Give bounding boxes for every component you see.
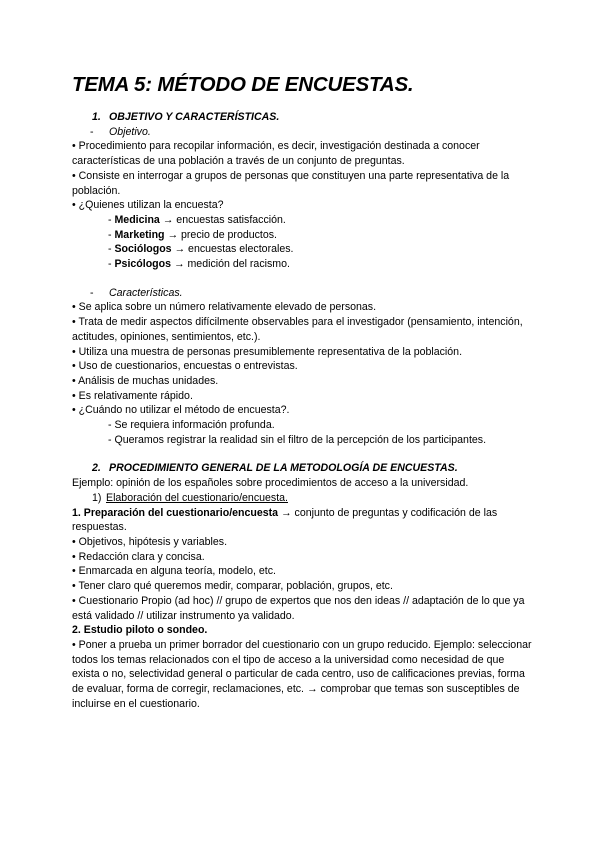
user-desc: → precio de productos. (164, 228, 278, 241)
user-desc: → encuestas satisfacción. (159, 213, 286, 226)
bullet-item: • Enmarcada en alguna teoría, modelo, etc. (72, 565, 276, 578)
section-number: 2. (92, 462, 101, 475)
pilot-title (72, 623, 532, 638)
user-item (72, 228, 532, 243)
pilot-title-text: 2. Estudio piloto o sondeo. (72, 624, 208, 637)
pilot-paragraph: • Poner a prueba un primer borrador del cuestionario con un grupo reducido. Ejemplo: seleccionar todos los temas relacionados con el tipo de acceso a la universidad como necesidad de que exista o no, selectividad general o particular de cada centro, uso de calificaciones previas, forma de evaluar, forma de corregir, reclamaciones, etc. → comprobar que temas son susceptibles de incluirse en el cuestionario. (72, 638, 532, 710)
user-desc: → medición del racismo. (171, 258, 290, 271)
bullet-item: • Uso de cuestionarios, encuestas o entrevistas. (72, 360, 298, 373)
user-item (72, 213, 532, 228)
dash: - (90, 125, 94, 138)
prep-desc: → conjunto de preguntas y codificación de las respuestas. (72, 506, 498, 534)
bullet-item: • Objetivos, hipótesis y variables. (72, 535, 228, 548)
user-item (72, 242, 532, 257)
section-2-heading (72, 461, 532, 476)
step-item (72, 491, 532, 506)
user-name: Marketing (114, 228, 165, 241)
spacer (72, 447, 532, 461)
bullet-item: • Es relativamente rápido. (72, 389, 193, 402)
when-not-item: - Se requiera información profunda. (108, 419, 275, 432)
dash: - (108, 258, 115, 271)
subsection-label: Objetivo. (109, 125, 151, 138)
user-name: Psicólogos (114, 258, 171, 271)
section-heading-text: OBJETIVO Y CARACTERÍSTICAS. (109, 111, 280, 123)
section-heading-text: PROCEDIMIENTO GENERAL DE LA METODOLOGÍA DE ENCUESTAS. (109, 462, 458, 475)
bullet-item: • Cuestionario Propio (ad hoc) // grupo de expertos que nos den ideas // adaptación de lo que ya está validado // utilizar instrumento ya validado. (72, 594, 525, 622)
dash: - (108, 228, 115, 241)
prep-title: 1. Preparación del cuestionario/encuesta (72, 506, 279, 519)
user-name: Medicina (114, 213, 160, 226)
bullet-item: • Análisis de muchas unidades. (72, 374, 219, 387)
step-number: 1) (92, 491, 102, 504)
section-1-heading (72, 110, 532, 125)
spacer (72, 272, 532, 286)
bullet-item: • Redacción clara y concisa. (72, 550, 205, 563)
bullet-item: • ¿Quienes utilizan la encuesta? (72, 199, 224, 212)
bullet-item: • Trata de medir aspectos difícilmente observables para el investigador (pensamiento, intención, actitudes, opiniones, sentimientos, etc.). (72, 316, 523, 343)
bullet-item: • Procedimiento para recopilar información, es decir, investigación destinada a conocer características de una población a través de un conjunto de preguntas. (72, 140, 480, 168)
subsection-caracteristicas (72, 286, 532, 301)
bullet-item: • Tener claro qué queremos medir, comparar, población, grupos, etc. (72, 580, 393, 593)
subsection-objetivo (72, 125, 532, 140)
user-desc: → encuestas electorales. (171, 243, 294, 256)
bullet-item: • Utiliza una muestra de personas presumiblemente representativa de la población. (72, 345, 463, 358)
step-label: Elaboración del cuestionario/encuesta. (106, 491, 288, 504)
user-item (72, 257, 532, 272)
subsection-label: Características. (109, 286, 183, 299)
section-number: 1. (92, 111, 101, 123)
when-not-item: - Queramos registrar la realidad sin el filtro de la percepción de los participantes. (108, 433, 487, 446)
prep-paragraph (72, 506, 532, 535)
document-title: TEMA 5: MÉTODO DE ENCUESTAS. (72, 73, 414, 96)
bullet-item: • Se aplica sobre un número relativamente elevado de personas. (72, 301, 377, 314)
bullet-item: • Consiste en interrogar a grupos de personas que constituyen una parte representativa de la población. (72, 169, 510, 197)
user-name: Sociólogos (114, 243, 172, 256)
dash: - (90, 286, 94, 299)
bullet-item: • ¿Cuándo no utilizar el método de encuesta?. (72, 404, 290, 417)
dash: - (108, 213, 115, 226)
dash: - (108, 243, 115, 256)
document-body (72, 110, 532, 711)
example-text: Ejemplo: opinión de los españoles sobre procedimientos de acceso a la universidad. (72, 477, 469, 490)
